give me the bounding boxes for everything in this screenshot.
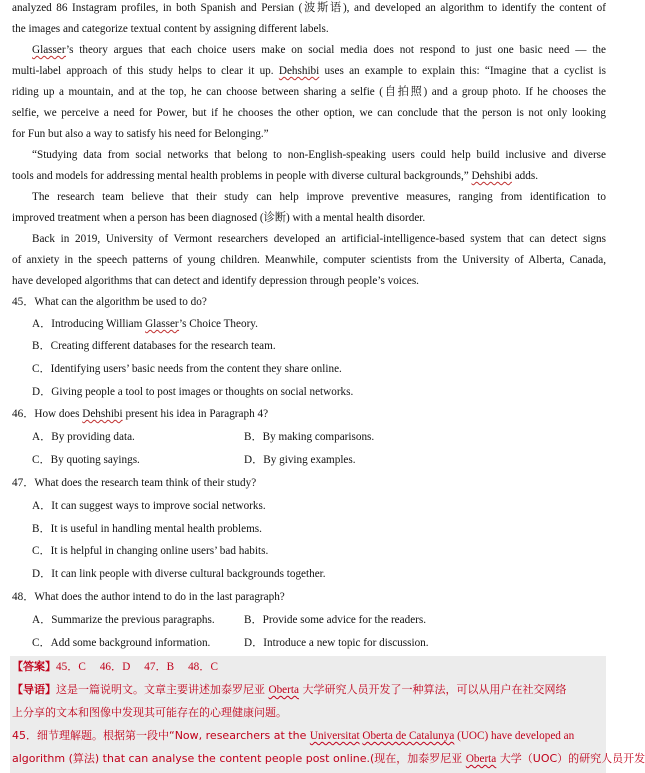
question-45-stem: 45．What can the algorithm be used to do? — [12, 296, 207, 308]
question-48-option-c[interactable]: C．Add some background information. — [32, 637, 211, 649]
answer-keys: 【答案】45．C 46．D 47．B 48．C — [12, 660, 218, 673]
question-46-option-a[interactable]: A．By providing data. — [32, 431, 135, 443]
passage-line: tools and models for addressing mental health problems in people with diverse cultural backgrounds,” Dehshibi adds. — [12, 170, 539, 182]
passage-line: The research team believe that their study can help improve preventive measures, ranging from identification to — [32, 191, 606, 203]
passage-line: “Studying data from social networks that belong to non-English-speaking users could help build inclusive and diverse — [32, 149, 606, 161]
passage-line: the images and categorize textual content by assigning different labels. — [12, 23, 329, 35]
passage-line: multi-label approach of this study helps to clear it up. Dehshibi uses an example to explain this: “Imagine that a cyclist is — [12, 65, 606, 77]
passage-line: riding up a mountain, and at the top, he can choose between sharing a selfie (自拍照) and a group photo. If he chooses the — [12, 86, 606, 98]
passage-line: of anxiety in the speech patterns of young children. Meanwhile, computer scientists from the University of Alberta, Canada, — [12, 254, 606, 266]
question-48-option-b[interactable]: B．Provide some advice for the readers. — [244, 614, 427, 626]
question-45-option-c[interactable]: C．Identifying users’ basic needs from the content they share online. — [32, 363, 342, 375]
question-45-option-a[interactable]: A．Introducing William Glasser’s Choice Theory. — [32, 318, 258, 330]
question-46-option-c[interactable]: C．By quoting sayings. — [32, 454, 140, 466]
question-48-option-a[interactable]: A．Summarize the previous paragraphs. — [32, 614, 215, 626]
question-46-stem: 46．How does Dehshibi present his idea in Paragraph 4? — [12, 408, 269, 420]
passage-line: improved treatment when a person has been diagnosed (诊断) with a mental health disorder. — [12, 212, 426, 224]
question-47-option-a[interactable]: A．It can suggest ways to improve social networks. — [32, 500, 266, 512]
passage-line: selfie, we perceive a need for Power, but if he chooses the other option, we can conclude that the person is not only looking — [12, 107, 606, 119]
passage-line: Glasser’s theory argues that each choice users make on social media does not respond to just one basic need — the — [32, 44, 606, 56]
question-47-option-d[interactable]: D．It can link people with diverse cultural backgrounds together. — [32, 568, 326, 580]
question-48-option-d[interactable]: D．Introduce a new topic for discussion. — [244, 637, 429, 649]
question-48-stem: 48．What does the author intend to do in the last paragraph? — [12, 591, 285, 603]
guide-line: 上分享的文本和图像中发现其可能存在的心理健康问题。 — [12, 706, 287, 719]
question-46-option-b[interactable]: B．By making comparisons. — [244, 431, 375, 443]
question-45-option-d[interactable]: D．Giving people a tool to post images or thoughts on social networks. — [32, 386, 354, 398]
explanation-line: algorithm (算法) that can analyse the content people post online.(现在，加泰罗尼亚 Oberta 大学（UOC）的研究人员开发 — [12, 752, 645, 765]
question-47-option-c[interactable]: C．It is helpful in changing online users’ bad habits. — [32, 545, 269, 557]
question-46-option-d[interactable]: D．By giving examples. — [244, 454, 356, 466]
passage-line: analyzed 86 Instagram profiles, in both Spanish and Persian (波斯语), and developed an algorithm to identify the content of — [12, 2, 606, 14]
question-45-option-b[interactable]: B．Creating different databases for the research team. — [32, 340, 276, 352]
explanation-line: 45．细节理解题。根据第一段中“Now, researchers at the Universitat Oberta de Catalunya (UOC) have developed an — [12, 729, 575, 742]
guide-line: 【导语】这是一篇说明文。文章主要讲述加泰罗尼亚 Oberta 大学研究人员开发了一种算法，可以从用户在社交网络 — [12, 683, 567, 696]
passage-line: for Fun but also a way to satisfy his need for Belonging.” — [12, 128, 269, 140]
passage-line: Back in 2019, University of Vermont researchers developed an artificial-intelligence-based system that can detect signs — [32, 233, 606, 245]
question-47-option-b[interactable]: B．It is useful in handling mental health problems. — [32, 523, 262, 535]
question-47-stem: 47．What does the research team think of their study? — [12, 477, 257, 489]
passage-line: have developed algorithms that can detect and identify depression through people’s voices. — [12, 275, 419, 287]
